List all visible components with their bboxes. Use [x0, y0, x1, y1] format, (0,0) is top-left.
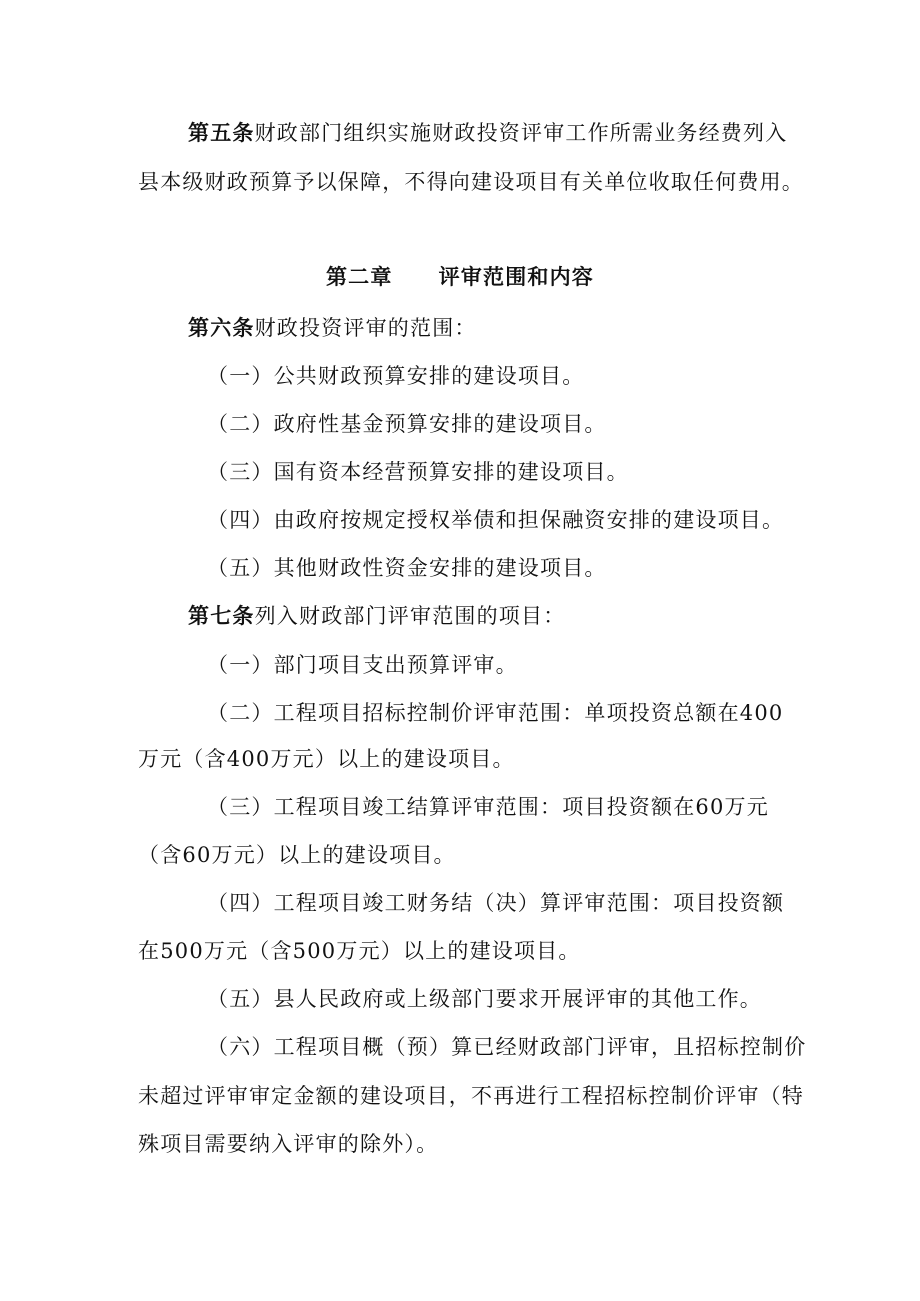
article-6-item-4: （四）由政府按规定授权举债和担保融资安排的建设项目。	[207, 508, 785, 532]
article-5-line-1	[188, 118, 848, 148]
article-7-line	[188, 601, 848, 631]
article-7-item-4-line-1: （四）工程项目竣工财务结（决）算评审范围：项目投资额	[207, 891, 785, 915]
article-5-text: 财政部门组织实施财政投资评审工作所需业务经费列入	[254, 121, 788, 145]
article-7-item-3-line-1: （三）工程项目竣工结算评审范围：项目投资额在60万元	[207, 795, 769, 819]
article-6-item-5: （五）其他财政性资金安排的建设项目。	[207, 556, 607, 580]
article-7-item-6-line-1: （六）工程项目概（预）算已经财政部门评审，且招标控制价	[207, 1035, 807, 1059]
article-6-item-2: （二）政府性基金预算安排的建设项目。	[207, 412, 607, 436]
chapter-title: 评审范围和内容	[438, 264, 594, 289]
article-6-label: 第六条	[188, 315, 255, 340]
article-6-text: 财政投资评审的范围：	[254, 316, 477, 340]
article-6-item-3: （三）国有资本经营预算安排的建设项目。	[207, 460, 629, 484]
article-7-item-6-line-3: 殊项目需要纳入评审的除外）。	[138, 1132, 439, 1156]
article-7-item-5: （五）县人民政府或上级部门要求开展评审的其他工作。	[207, 987, 762, 1011]
article-7-item-2-line-1: （二）工程项目招标控制价评审范围：单项投资总额在400	[207, 701, 784, 725]
article-5-label: 第五条	[188, 120, 255, 145]
article-7-item-2-line-2: 万元（含400万元）以上的建设项目。	[138, 747, 515, 771]
article-7-text: 列入财政部门评审范围的项目：	[254, 604, 566, 628]
chapter-number: 第二章	[325, 264, 393, 289]
article-7-item-3-line-2: （含60万元）以上的建设项目。	[138, 843, 456, 867]
article-6-item-1: （一）公共财政预算安排的建设项目。	[207, 364, 585, 388]
article-7-item-6-line-2: 未超过评审审定金额的建设项目，不再进行工程招标控制价评审（特	[138, 1084, 804, 1108]
article-5-line-2: 县本级财政预算予以保障，不得向建设项目有关单位收取任何费用。	[138, 170, 804, 194]
chapter-heading	[0, 262, 920, 292]
article-7-label: 第七条	[188, 603, 255, 628]
article-6-line	[188, 313, 848, 343]
article-7-item-1: （一）部门项目支出预算评审。	[207, 653, 518, 677]
article-7-item-4-line-2: 在500万元（含500万元）以上的建设项目。	[138, 939, 581, 963]
